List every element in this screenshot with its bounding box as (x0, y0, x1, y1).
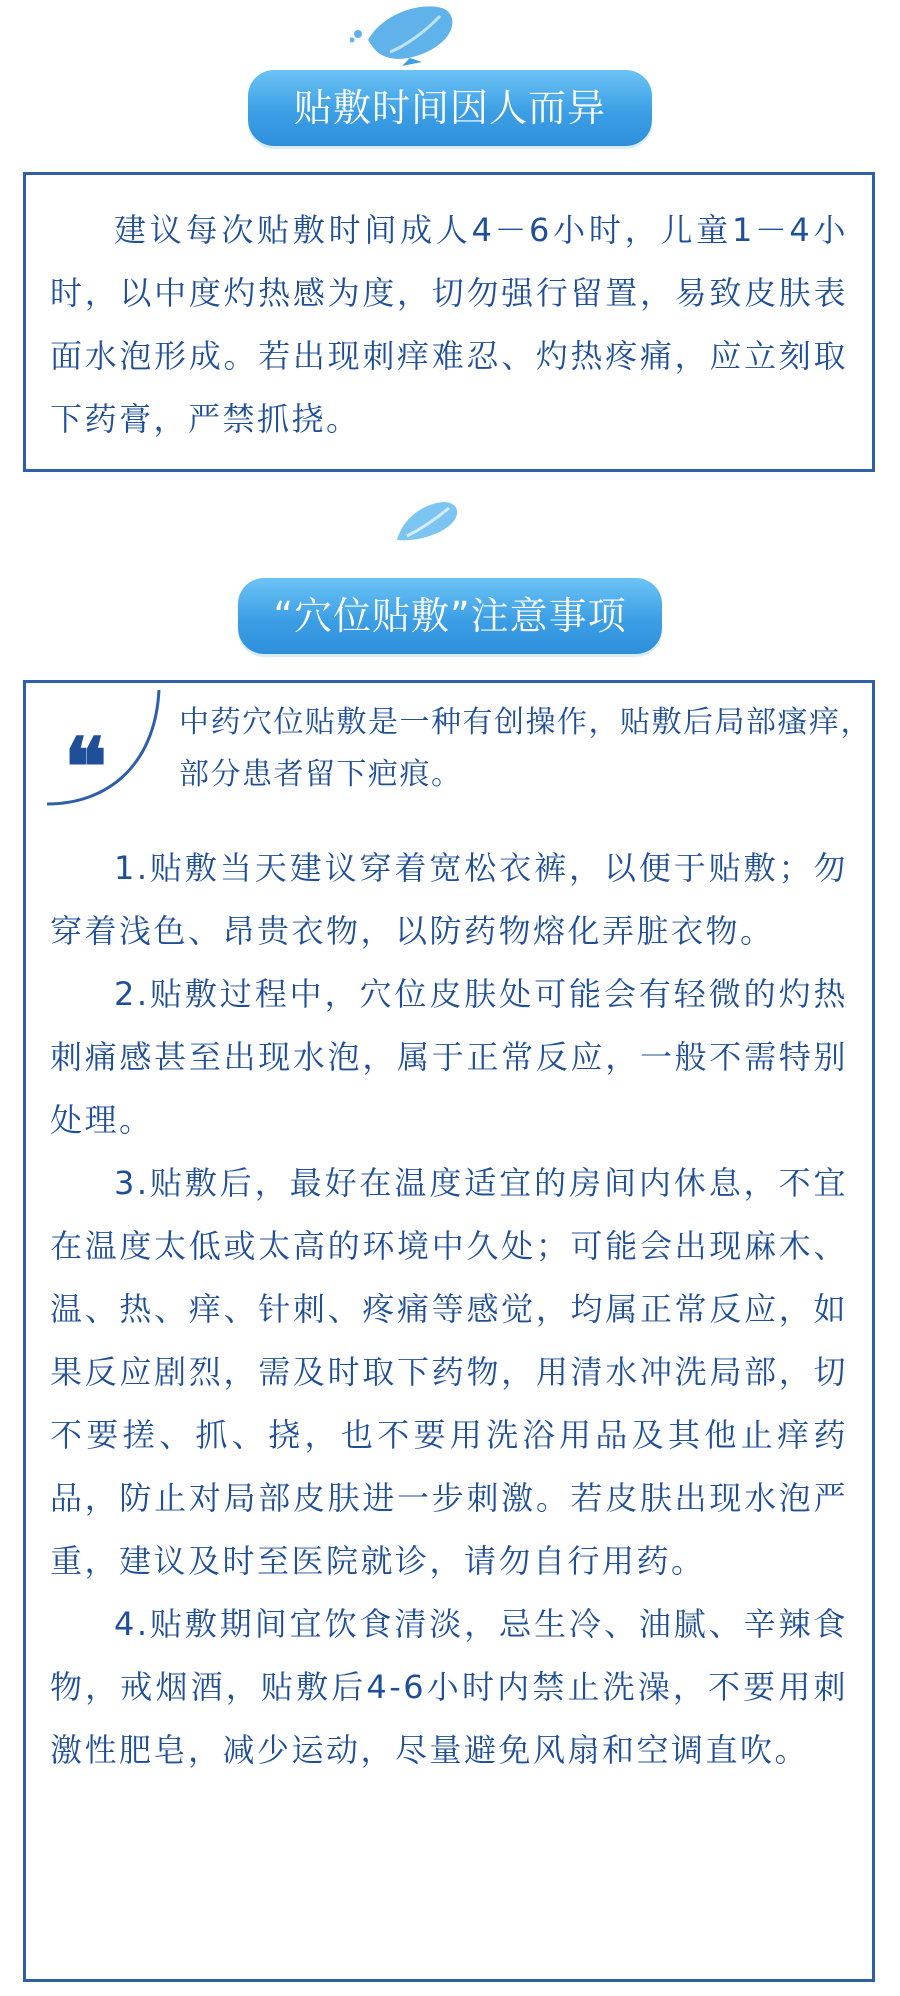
list-item: 3.贴敷后，最好在温度适宜的房间内休息，不宜在温度太低或太高的环境中久处；可能会出现麻木、温、热、痒、针刺、疼痛等感觉，均属正常反应，如果反应剧烈，需及时取下药物，用清水冲洗局部，切不要搓、抓、挠，也不要用洗浴用品及其他止痒药品，防止对局部皮肤进一步刺激。若皮肤出现水泡严重，建议及时至医院就诊，请勿自行用药。 (50, 1164, 848, 1580)
fish-icon (393, 500, 463, 544)
content-box (23, 680, 875, 1982)
content-box (23, 172, 875, 472)
quote-text: 中药穴位贴敷是一种有创操作，贴敷后局部瘙痒，部分患者留下疤痕。 (179, 705, 872, 792)
fish-icon (350, 2, 460, 66)
list-item: 1.贴敷当天建议穿着宽松衣裤，以便于贴敷；勿穿着浅色、昂贵衣物，以防药物熔化弄脏衣物。 (50, 849, 848, 950)
quote-block (50, 683, 872, 814)
list-item: 4.贴敷期间宜饮食清淡，忌生冷、油腻、辛辣食物，戒烟酒，贴敷后4-6小时内禁止洗澡，不要用刺激性肥皂，减少运动，尽量避免风扇和空调直吹。 (50, 1605, 848, 1769)
quote-icon: ❝ (64, 720, 108, 814)
list-item: 2.贴敷过程中，穴位皮肤处可能会有轻微的灼热刺痛感甚至出现水泡，属于正常反应，一般不需特别处理。 (50, 975, 848, 1139)
paragraph: 建议每次贴敷时间成人4－6小时，儿童1－4小时，以中度灼热感为度，切勿强行留置，易致皮肤表面水泡形成。若出现刺痒难忍、灼热疼痛，应立刻取下药膏，严禁抓挠。 (50, 211, 848, 438)
section-title: 贴敷时间因人而异 (248, 70, 652, 146)
section-title: “穴位贴敷”注意事项 (238, 578, 662, 654)
